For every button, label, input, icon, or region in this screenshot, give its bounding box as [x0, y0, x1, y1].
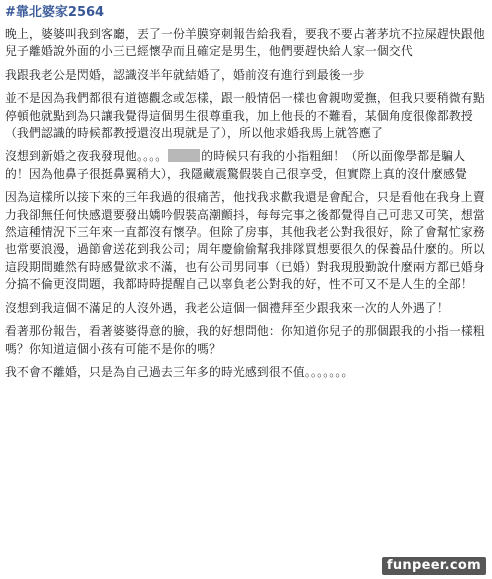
- redacted-block: [168, 149, 200, 162]
- post-paragraph-1: 晚上，婆婆叫我到客廳，丟了一份羊膜穿刺報告給我看，要我不要占著茅坑不拉屎趕快跟他兒子離婚說外面的小三已經懷孕而且確定是男生，他們要趕快給人家一個交代: [5, 27, 485, 59]
- post-paragraph-7: 看著那份報告，看著婆婆得意的臉，我的好想問他：你知道你兒子的那個跟我的小指一樣粗嗎？你知道這個小孩有可能不是你的嗎？: [5, 324, 485, 356]
- post-paragraph-2: 我跟我老公是閃婚，認識沒半年就結婚了，婚前沒有進行到最後一步: [5, 67, 365, 82]
- post-paragraph-4-start: 沒想到新婚之夜我發現他。。。。: [5, 149, 168, 164]
- post-paragraph-4: [5, 148, 487, 183]
- post-paragraph-3: 並不是因為我們都很有道德觀念或怎樣，跟一般情侶一樣也會親吻愛撫，但我只要稍微有點停頓他就點到為只讓我覺得這個男生很尊重我，加上他長的不難看，某個角度很像都教授（我們認識的時候都教授還沒出現就是了），所以他求婚我馬上就答應了: [5, 91, 485, 141]
- site-watermark: funpeer.com: [382, 557, 486, 575]
- post-paragraph-5: 因為這樣所以接下來的三年我過的很痛苦，他找我求歡我還是會配合，只是看他在我身上賣力我卻無任何快感還要發出嬌吟假裝高潮顫抖，每每完事之後都覺得自己可悲又可笑，想當然這種情況下三年來一直都沒有懷孕。但除了房事，其他我老公對我很好，除了會幫忙家務也常要浪漫，過節會送花到我公司；周年慶偷偷幫我排隊買想要很久的保養品什麼的。所以這段期間雖然有時感覺欲求不滿，也有公司男同事（已婚）對我現殷勤說什麼兩方都已婚身分搞不倫更沒問題，我都時時提醒自己以辜負老公對我的好，性不可又不是人生的全部！: [5, 190, 485, 292]
- post-paragraph-8: 我不會不離婚，只是為自己過去三年多的時光感到很不值。。。。。。。: [5, 364, 354, 379]
- post-paragraph-6: 沒想到我這個不滿足的人沒外遇，我老公這個一個禮拜至少跟我來一次的人外遇了！: [5, 300, 449, 315]
- hashtag-link[interactable]: #靠北婆家2564: [5, 5, 105, 20]
- post-paragraph-4-end: 的時候只有我的小指粗細！（所以面像學都是騙人的！因為他鼻子很挺鼻翼稍大），我隱藏震驚假裝自己很享受，但實際上真的沒什麼感覺: [5, 149, 467, 181]
